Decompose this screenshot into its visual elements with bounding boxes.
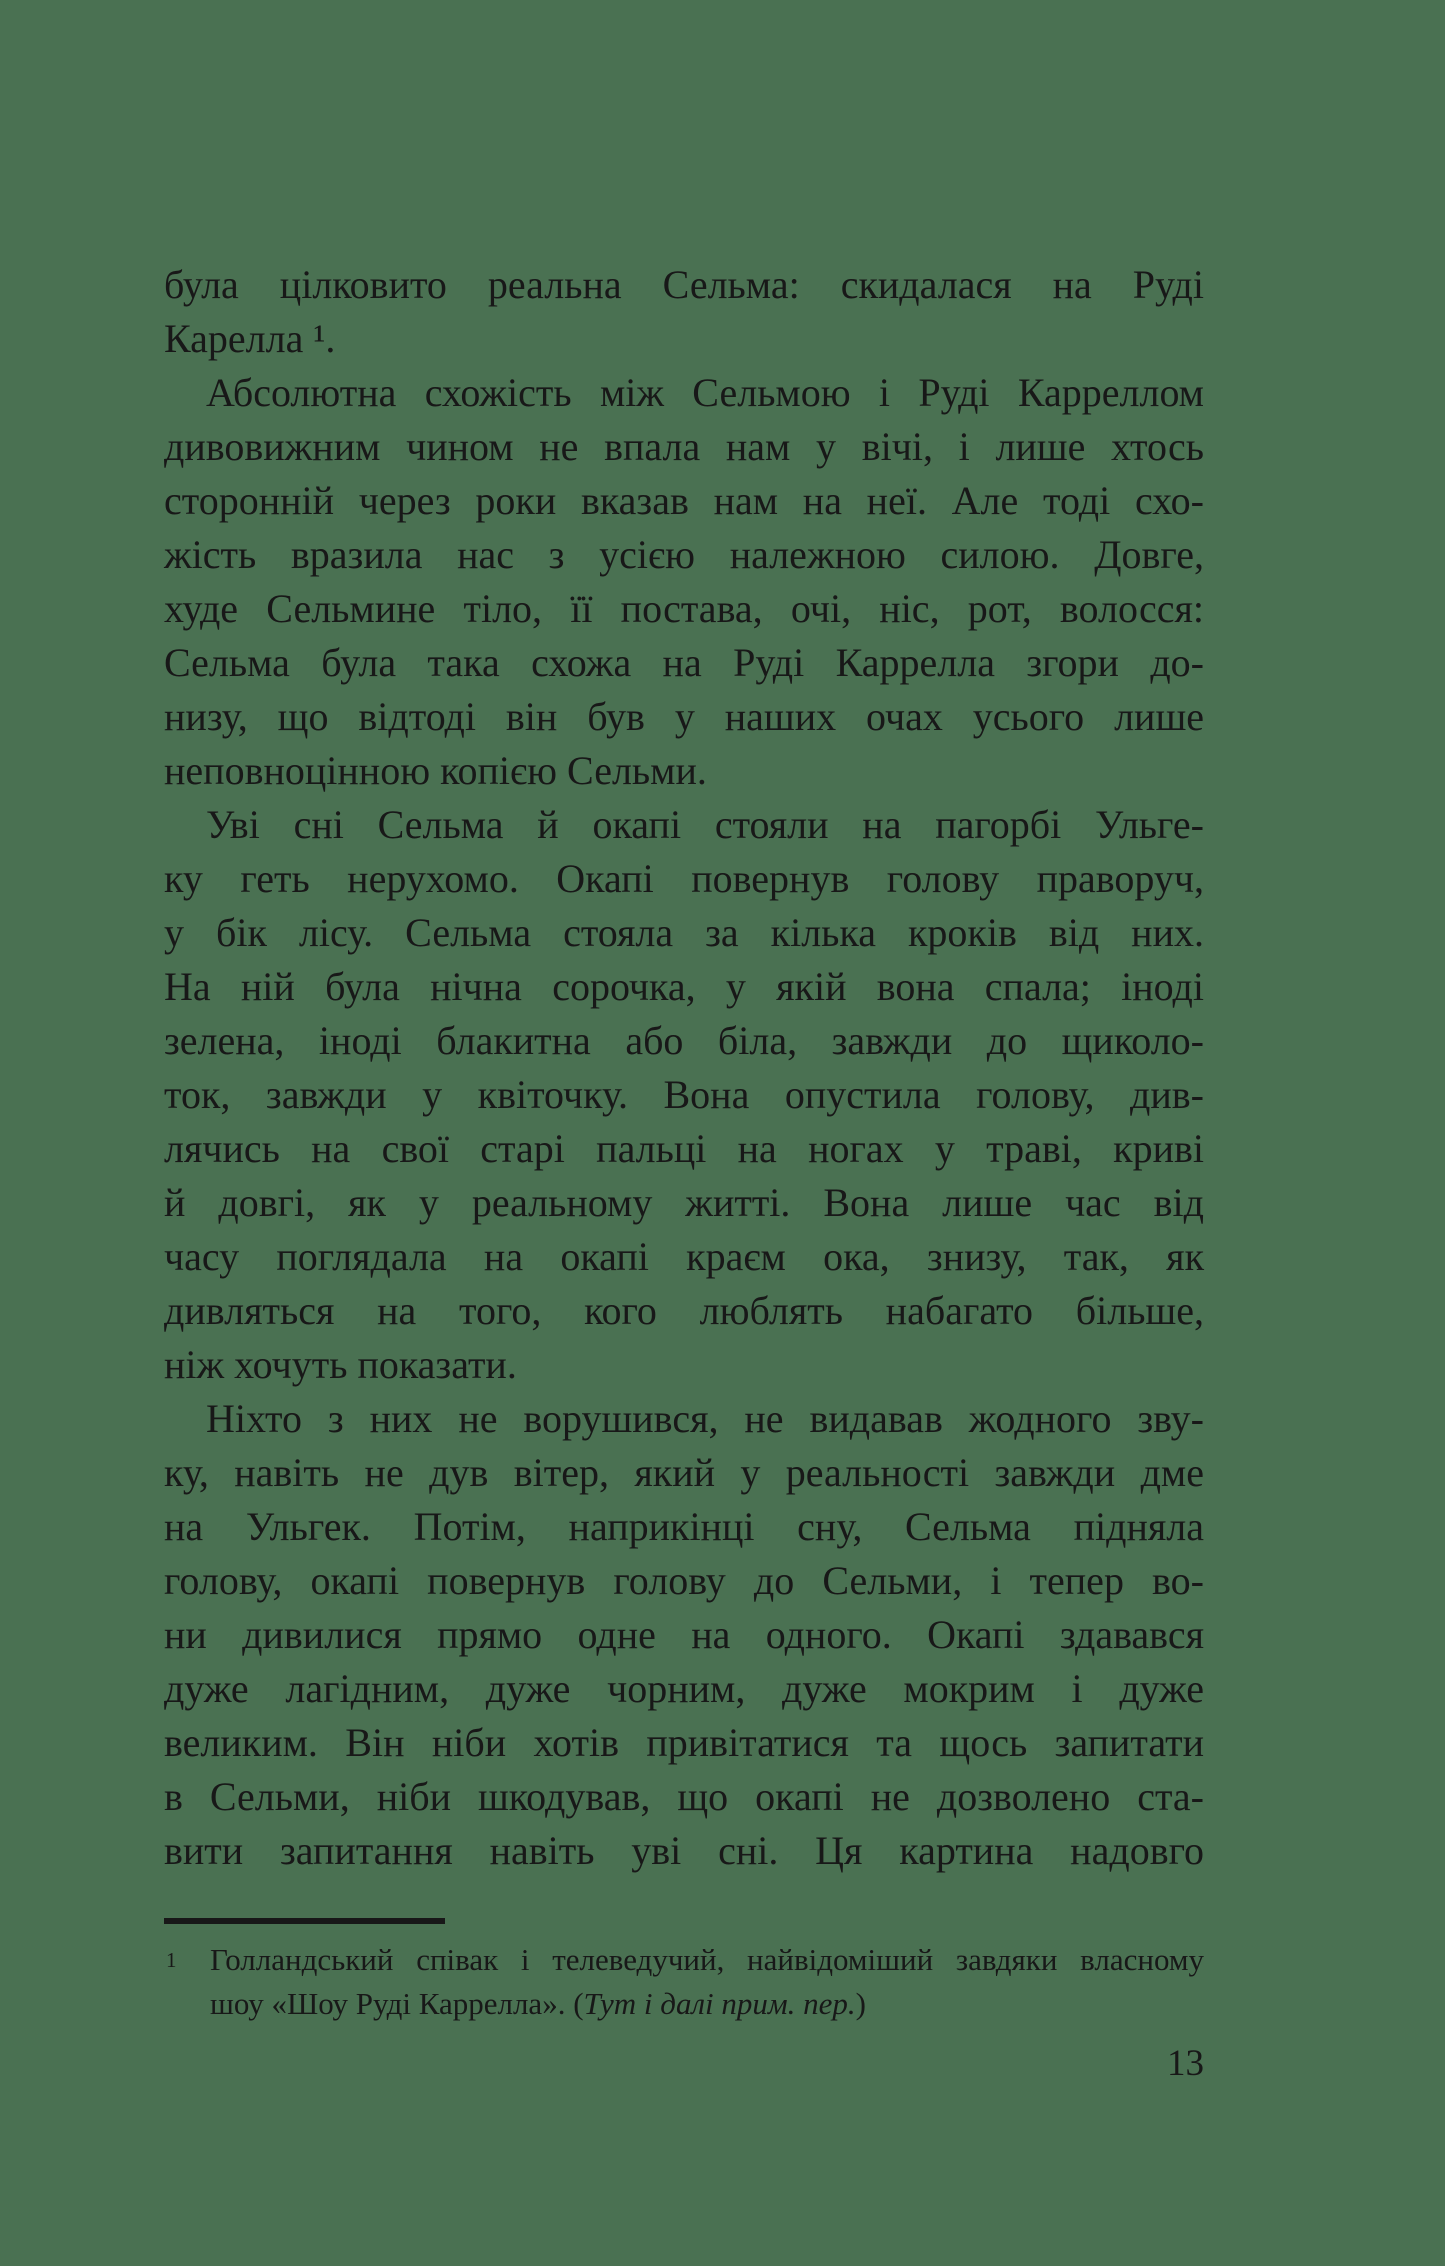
text-line: сторонній через роки вказав нам на неї. Але тоді схо- <box>164 478 1204 523</box>
text-line: ток, завжди у квіточку. Вона опустила голову, див- <box>164 1072 1204 1117</box>
footnote-marker: 1 <box>166 1948 177 1972</box>
footnote-text-italic: Тут і далі прим. пер. <box>583 1986 856 2021</box>
text-line: Сельма була така схожа на Руді Каррелла згори до- <box>164 640 1204 685</box>
text-line: була цілковито реальна Сельма: скидалася на Руді <box>164 262 1204 307</box>
footnote-line: Голландський співак і телеведучий, найвідоміший завдяки власному <box>210 1942 1204 1977</box>
footnote-line <box>210 1982 1204 2026</box>
text-line: часу поглядала на окапі краєм ока, знизу, так, як <box>164 1234 1204 1279</box>
text-line: низу, що відтоді він був у наших очах усього лише <box>164 694 1204 739</box>
text-line: й довгі, як у реальному житті. Вона лише час від <box>164 1180 1204 1225</box>
text-line: Карелла ¹. <box>164 316 336 361</box>
text-line: на Ульгек. Потім, наприкінці сну, Сельма підняла <box>164 1504 1204 1549</box>
footnote <box>164 1938 1204 2026</box>
text-line: лячись на свої старі пальці на ногах у траві, криві <box>164 1126 1204 1171</box>
text-line: в Сельми, ніби шкодував, що окапі не дозволено ста- <box>164 1774 1204 1819</box>
text-line: голову, окапі повернув голову до Сельми, і тепер во- <box>164 1558 1204 1603</box>
paragraph <box>164 258 1204 366</box>
page-number: 13 <box>1167 2043 1204 2084</box>
text-line: дивляться на того, кого люблять набагато більше, <box>164 1288 1204 1333</box>
footnote-body <box>164 1938 1204 2026</box>
text-line: у бік лісу. Сельма стояла за кілька кроків від них. <box>164 910 1204 955</box>
text-line: ку геть нерухомо. Окапі повернув голову праворуч, <box>164 856 1204 901</box>
text-line: Ніхто з них не ворушився, не видавав жодного зву- <box>206 1396 1204 1441</box>
text-line: На ній була нічна сорочка, у якій вона спала; іноді <box>164 964 1204 1009</box>
text-line: ни дивилися прямо одне на одного. Окапі здавався <box>164 1612 1204 1657</box>
footnote-text-normal: шоу «Шоу Руді Каррелла». ( <box>210 1986 584 2021</box>
text-line: зелена, іноді блакитна або біла, завжди до щиколо- <box>164 1018 1204 1063</box>
footnote-divider <box>164 1918 445 1924</box>
footnote-text-normal: ) <box>855 1986 866 2021</box>
paragraph <box>164 366 1204 798</box>
text-line: великим. Він ніби хотів привітатися та щось запитати <box>164 1720 1204 1765</box>
text-line: дуже лагідним, дуже чорним, дуже мокрим і дуже <box>164 1666 1204 1711</box>
paragraph <box>164 1392 1204 1878</box>
text-line: ку, навіть не дув вітер, який у реальності завжди дме <box>164 1450 1204 1495</box>
text-line: неповноцінною копією Сельми. <box>164 748 707 793</box>
text-line: вити запитання навіть уві сні. Ця картина надовго <box>164 1828 1204 1873</box>
text-line: Уві сні Сельма й окапі стояли на пагорбі Ульге- <box>206 802 1204 847</box>
main-text <box>164 258 1204 1878</box>
paragraph <box>164 798 1204 1392</box>
text-line: Абсолютна схожість між Сельмою і Руді Карреллом <box>206 370 1204 415</box>
text-line: ніж хочуть показати. <box>164 1342 517 1387</box>
text-line: худе Сельмине тіло, її постава, очі, ніс, рот, волосся: <box>164 586 1204 631</box>
text-line: дивовижним чином не впала нам у вічі, і лише хтось <box>164 424 1204 469</box>
text-line: жість вразила нас з усією належною силою. Довге, <box>164 532 1204 577</box>
